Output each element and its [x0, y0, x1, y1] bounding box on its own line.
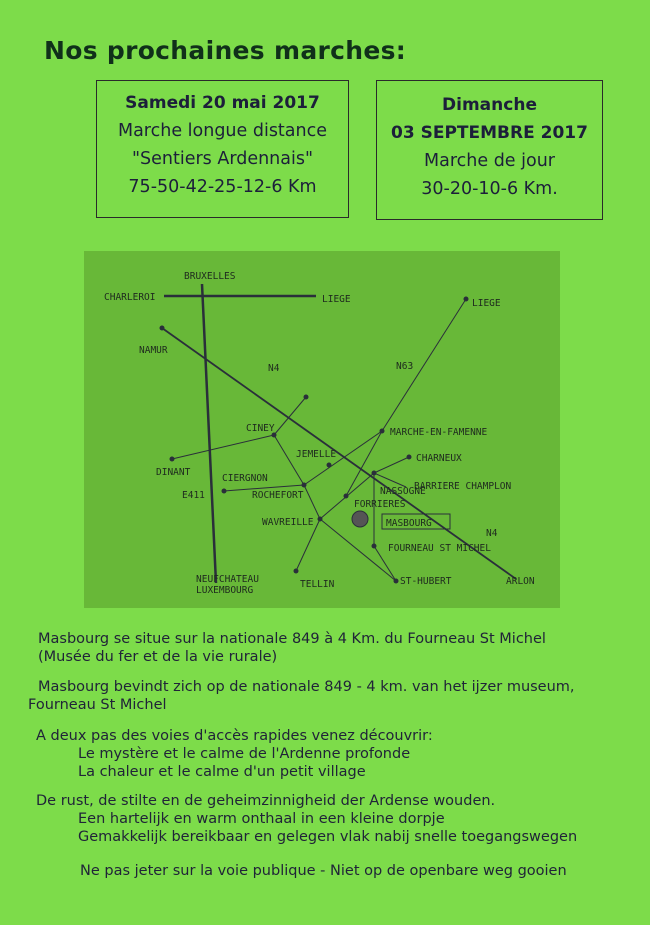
route-map-svg [84, 251, 560, 608]
label-jemelle: JEMELLE [296, 449, 337, 460]
label-sthubert: ST-HUBERT [400, 576, 452, 587]
road-nassogne-barriere [374, 473, 406, 487]
town-dot-tellin [294, 569, 299, 574]
label-n4-south: N4 [486, 528, 498, 539]
town-dot-junction [304, 395, 309, 400]
town-dot-jemelle [327, 463, 332, 468]
town-dot-sthubert [394, 579, 399, 584]
road-ciney-n4 [274, 397, 306, 435]
paragraph-location-fr [38, 630, 546, 666]
town-dot-liege [464, 297, 469, 302]
road-rochefort-wavreille [304, 485, 320, 519]
road-n63 [382, 299, 466, 431]
walk1-name: "Sentiers Ardennais" [131, 149, 314, 169]
label-fourneau: FOURNEAU ST MICHEL [388, 543, 491, 554]
text-line: Masbourg bevindt zich op de nationale 849 - 4 km. van het ijzer museum, [38, 679, 575, 695]
label-charneux: CHARNEUX [416, 453, 462, 464]
walk2-day: Dimanche [442, 95, 537, 115]
town-dot-namur [160, 326, 165, 331]
footer-notice: Ne pas jeter sur la voie publique - Niet op de openbare weg gooien [80, 863, 567, 879]
walk1-date: Samedi 20 mai 2017 [125, 93, 320, 113]
road-nassogne-charneux [374, 457, 409, 473]
text-line: A deux pas des voies d'accès rapides venez découvrir: [36, 728, 433, 744]
road-wavreille-sthubert [320, 519, 396, 581]
text-line: Een hartelijk en warm onthaal in een kleine dorpje [78, 811, 445, 827]
text-line: Fourneau St Michel [28, 697, 167, 713]
label-liege: LIEGE [472, 298, 501, 309]
label-forrieres: FORRIERES [354, 499, 406, 510]
walk1-distances: 75-50-42-25-12-6 Km [128, 177, 317, 197]
text-line: Gemakkelijk bereikbaar en gelegen vlak nabij snelle toegangswegen [78, 829, 578, 845]
walk-box-may [96, 80, 349, 218]
text-line: La chaleur et le calme d'un petit village [78, 764, 366, 780]
town-dot-dinant [170, 457, 175, 462]
route-map [84, 251, 560, 608]
town-dot-nassogne [372, 471, 377, 476]
label-ciergnon: CIERGNON [222, 473, 268, 484]
town-dot-ciergnon [222, 489, 227, 494]
label-nassogne: NASSOGNE [380, 486, 426, 497]
label-e411: E411 [182, 490, 205, 501]
text-line: (Musée du fer et de la vie rurale) [38, 649, 278, 665]
walk1-type: Marche longue distance [117, 121, 328, 141]
label-n4: N4 [268, 363, 280, 374]
walk-box-september [376, 80, 603, 220]
label-ciney: CINEY [246, 423, 275, 434]
paragraph-discover-nl [36, 792, 577, 846]
town-dot-rochefort [302, 483, 307, 488]
road-e411 [202, 284, 216, 583]
text-line: De rust, de stilte en de geheimzinnigheid der Ardense wouden. [36, 793, 496, 809]
road-ciney-rochefort [274, 435, 304, 485]
label-wavreille: WAVREILLE [262, 517, 314, 528]
label-arlon: ARLON [506, 576, 535, 587]
paragraph-discover-fr [36, 727, 433, 781]
road-ciney-dinant [172, 435, 274, 459]
label-neufchateau: NEUFCHATEAU [196, 574, 259, 585]
walk2-date: 03 SEPTEMBRE 2017 [391, 123, 588, 143]
text-line: Le mystère et le calme de l'Ardenne profonde [78, 746, 411, 762]
label-liege-top: LIEGE [322, 294, 351, 305]
label-bruxelles: BRUXELLES [184, 271, 236, 282]
label-barriere: BARRIERE CHAMPLON [414, 481, 512, 492]
label-n63: N63 [396, 361, 414, 372]
label-luxembourg: LUXEMBOURG [196, 585, 254, 596]
town-dot-forrieres [344, 494, 349, 499]
road-marche-forrieres [346, 431, 382, 496]
paragraph-location-nl [28, 678, 575, 714]
label-masbourg: MASBOURG [386, 518, 432, 529]
walk2-type: Marche de jour [424, 151, 555, 171]
label-charleroi: CHARLEROI [104, 292, 156, 303]
masbourg-marker [352, 511, 368, 527]
text-line: Masbourg se situe sur la nationale 849 à 4 Km. du Fourneau St Michel [38, 631, 546, 647]
walk2-distances: 30-20-10-6 Km. [421, 179, 558, 199]
town-dot-charneux [407, 455, 412, 460]
town-dot-fourneau [372, 544, 377, 549]
town-dot-wavreille [318, 517, 323, 522]
label-dinant: DINANT [156, 467, 191, 478]
town-dot-marche [380, 429, 385, 434]
label-tellin: TELLIN [300, 579, 335, 590]
label-namur: NAMUR [139, 345, 168, 356]
label-marche: MARCHE-EN-FAMENNE [390, 427, 488, 438]
label-rochefort: ROCHEFORT [252, 490, 304, 501]
page-title: Nos prochaines marches: [44, 36, 407, 65]
